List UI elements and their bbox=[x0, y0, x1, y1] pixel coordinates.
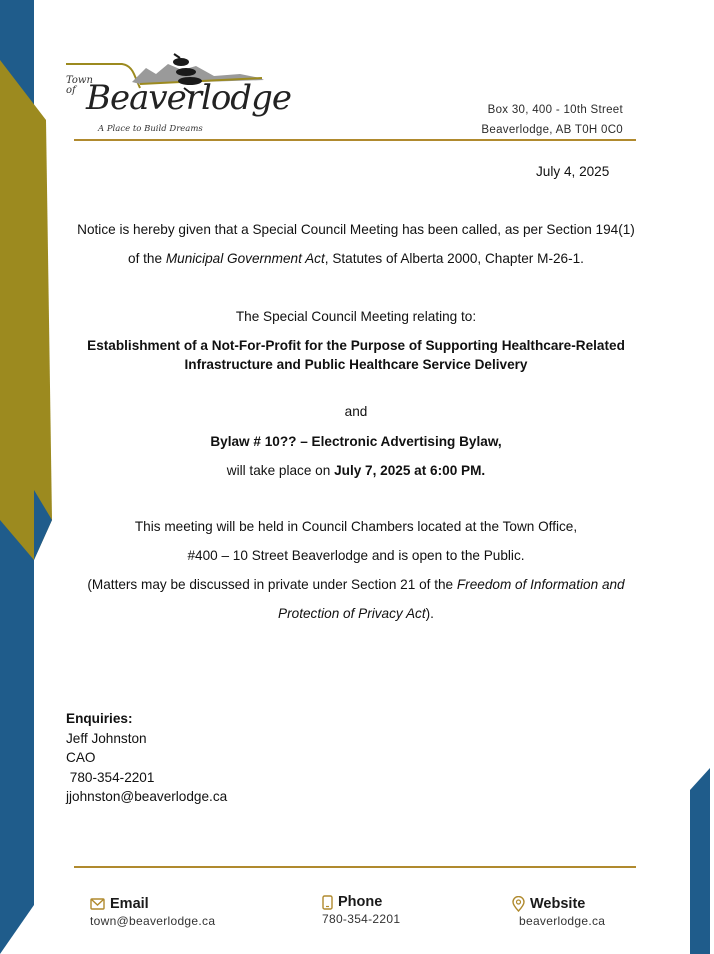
notice-line-1: Notice is hereby given that a Special Council Meeting has been called, as per Section 194(1) bbox=[77, 222, 635, 237]
logo-name: Beaverlodge bbox=[86, 78, 291, 118]
footer-email-value[interactable]: town@beaverlodge.ca bbox=[90, 914, 216, 928]
location-line-1: This meeting will be held in Council Chambers located at the Town Office, bbox=[134, 519, 578, 534]
address-line-1: Box 30, 400 - 10th Street bbox=[487, 104, 623, 116]
location-line-2: #400 – 10 Street Beaverlodge and is open to the Public. bbox=[187, 548, 525, 563]
footer-website-title bbox=[512, 896, 605, 912]
town-logo bbox=[64, 48, 291, 140]
footer-rule bbox=[74, 866, 636, 868]
header-rule bbox=[74, 139, 636, 141]
logo-tagline: A Place to Build Dreams bbox=[98, 124, 203, 134]
enquiries-contact-title: CAO bbox=[66, 750, 96, 765]
notice-line-2-pre: of the bbox=[128, 251, 166, 266]
relating-heading: The Special Council Meeting relating to: bbox=[235, 309, 477, 324]
footer-email-label: Email bbox=[110, 896, 149, 912]
notice-line-2 bbox=[56, 244, 656, 273]
foip-act-part-1: Freedom of Information and bbox=[456, 577, 625, 592]
notice-paragraph bbox=[56, 215, 656, 273]
bylaw-text: Bylaw # 10?? – Electronic Advertising Bylaw, bbox=[210, 434, 502, 449]
take-place-pre: will take place on bbox=[226, 463, 335, 478]
matters-line-1 bbox=[56, 570, 656, 599]
matters-line-2 bbox=[56, 599, 656, 628]
enquiries-heading: Enquiries: bbox=[66, 711, 133, 726]
header-address bbox=[481, 100, 623, 140]
footer-phone bbox=[322, 894, 400, 926]
enquiries-phone: 780-354-2201 bbox=[66, 769, 155, 785]
footer-phone-value[interactable]: 780-354-2201 bbox=[322, 912, 401, 926]
and-text: and bbox=[344, 404, 368, 419]
meeting-datetime: July 7, 2025 at 6:00 PM. bbox=[334, 463, 486, 478]
footer-email bbox=[90, 896, 215, 928]
footer-website-label: Website bbox=[530, 896, 586, 912]
matters-pre: (Matters may be discussed in private under Section 21 of the bbox=[87, 577, 457, 592]
address-line-2: Beaverlodge, AB T0H 0C0 bbox=[481, 124, 623, 136]
location-paragraph bbox=[56, 512, 656, 628]
notice-line-2-post: , Statutes of Alberta 2000, Chapter M-26-1. bbox=[324, 251, 584, 266]
phone-icon bbox=[322, 895, 333, 910]
envelope-icon bbox=[90, 898, 105, 910]
subject-line-1: Establishment of a Not-For-Profit for the Purpose of Supporting Healthcare-Related bbox=[87, 338, 625, 353]
footer-phone-title bbox=[322, 894, 400, 910]
right-side-decoration bbox=[684, 760, 714, 954]
enquiries-block bbox=[66, 709, 227, 807]
municipal-government-act: Municipal Government Act bbox=[165, 251, 325, 266]
meeting-date-line bbox=[56, 456, 656, 485]
footer-website-value[interactable]: beaverlodge.ca bbox=[519, 914, 606, 928]
location-pin-icon bbox=[512, 896, 525, 912]
left-side-decoration bbox=[0, 0, 60, 954]
foip-act-part-2: Protection of Privacy Act bbox=[278, 606, 426, 621]
logo-town-line: Town bbox=[66, 75, 93, 86]
matters-post: ). bbox=[425, 606, 434, 621]
logo-of-line: of bbox=[66, 85, 76, 96]
meeting-subject bbox=[56, 336, 656, 374]
enquiries-contact-name: Jeff Johnston bbox=[66, 730, 147, 746]
footer-email-title bbox=[90, 896, 215, 912]
enquiries-email[interactable]: jjohnston@beaverlodge.ca bbox=[66, 789, 228, 804]
subject-line-2: Infrastructure and Public Healthcare Service Delivery bbox=[184, 357, 528, 372]
footer-phone-label: Phone bbox=[338, 894, 383, 910]
notice-date: July 4, 2025 bbox=[536, 164, 610, 179]
footer-website bbox=[512, 896, 605, 928]
